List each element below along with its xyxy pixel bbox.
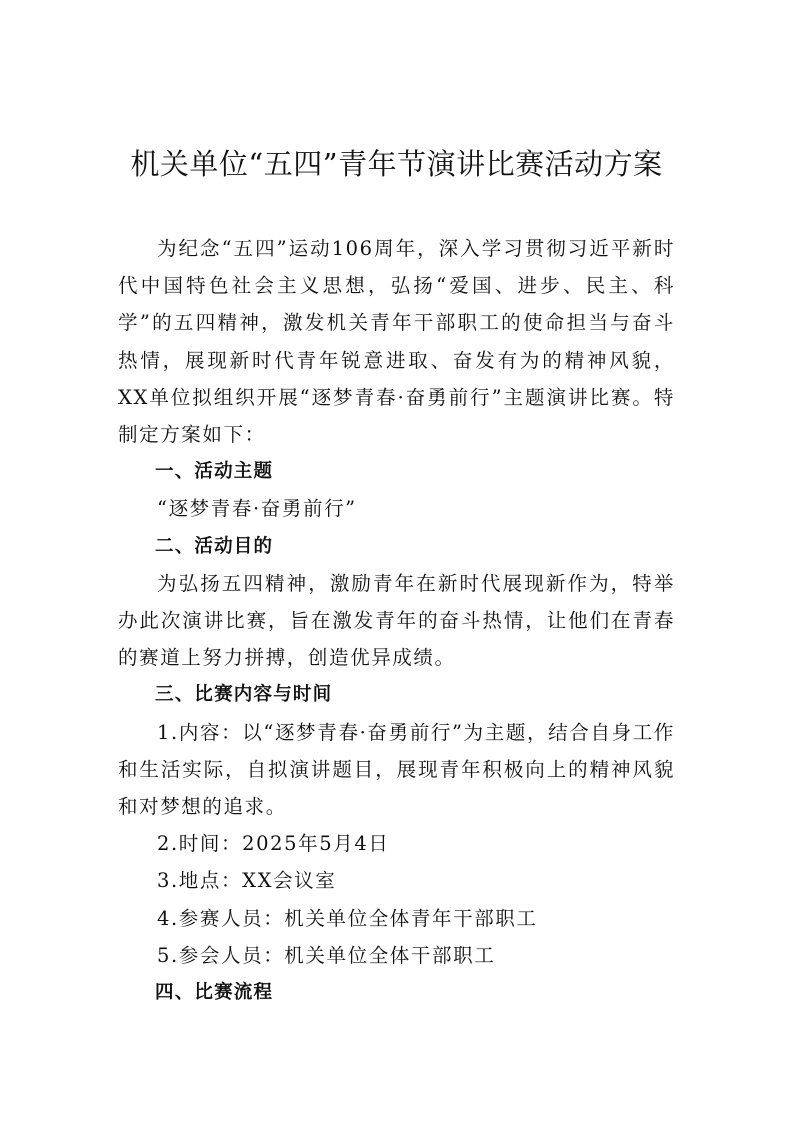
- section-heading-purpose: 二、活动目的: [155, 535, 274, 557]
- theme-text: “逐梦青春·奋勇前行”: [157, 497, 357, 521]
- section-heading-theme: 一、活动主题: [155, 461, 274, 483]
- location-item: 3.地点：XX会议室: [157, 869, 337, 893]
- purpose-paragraph: 为弘扬五四精神，激励青年在新时代展现新作为，特举办此次演讲比赛，旨在激发青年的奋斗热情，让他们在青春的赛道上努力拼搏，创造优异成绩。: [118, 571, 675, 670]
- section-heading-process: 四、比赛流程: [155, 982, 274, 1004]
- document-body: [118, 230, 675, 1011]
- attendees-item: 5.参会人员：机关单位全体干部职工: [157, 943, 496, 967]
- participants-item: 4.参赛人员：机关单位全体青年干部职工: [157, 906, 538, 930]
- intro-paragraph: 为纪念“五四”运动106周年，深入学习贯彻习近平新时代中国特色社会主义思想，弘扬“爱国、进步、民主、科学”的五四精神，激发机关青年干部职工的使命担当与奋斗热情，展现新时代青年锐意进取、奋发有为的精神风貌，XX单位拟组织开展“逐梦青春·奋勇前行”主题演讲比赛。特制定方案如下：: [118, 237, 675, 447]
- section-heading-content-time: 三、比赛内容与时间: [155, 684, 333, 706]
- document-title: 机关单位“五四”青年节演讲比赛活动方案: [130, 147, 663, 181]
- time-item: 2.时间：2025年5月4日: [157, 832, 390, 856]
- content-item: 1.内容：以“逐梦青春·奋勇前行”为主题，结合自身工作和生活实际，自拟演讲题目，展现青年积极向上的精神风貌和对梦想的追求。: [118, 720, 675, 819]
